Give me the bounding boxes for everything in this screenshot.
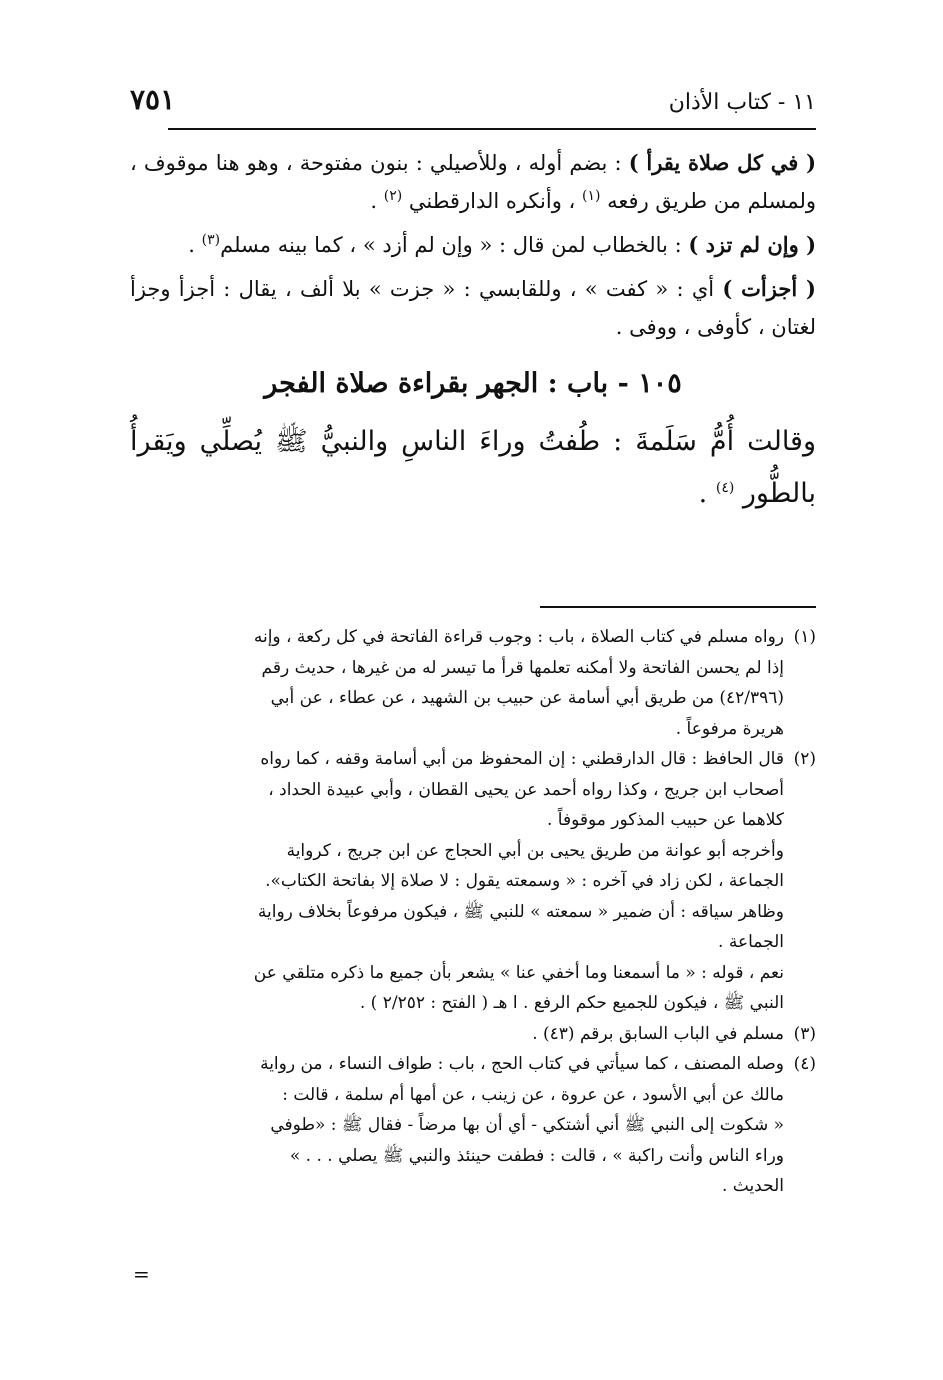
footnote-number: (١) <box>793 627 816 647</box>
chapter-heading: ١٠٥ - باب : الجهر بقراءة صلاة الفجر <box>264 368 682 399</box>
continuation-mark: = <box>133 1262 150 1286</box>
lemma: ( في كل صلاة يقرأ ) <box>628 150 816 175</box>
running-title: ١١ - كتاب الأذان <box>668 90 816 115</box>
footnote-line: هريرة مرفوعاً . <box>675 718 784 739</box>
main-text <box>130 144 816 520</box>
footnotes <box>130 622 816 1202</box>
hadith-text <box>130 416 816 520</box>
page-number: ٧٥١ <box>130 83 176 116</box>
footnote-line: قال الحافظ : قال الدارقطني : إن المحفوظ من أبي أسامة وقفه ، كما رواه <box>260 749 784 769</box>
lemma: ( أجزأت ) <box>722 276 816 301</box>
commentary-text: . <box>370 189 384 213</box>
footnote-line: وراء الناس وأنت راكبة » ، قالت : فطفت حينئذ والنبي ﷺ يصلي . . . » <box>289 1145 784 1166</box>
footnote-line: الجماعة ، لكن زاد في آخره : « وسمعته يقول : لا صلاة إلا بفاتحة الكتاب». <box>265 871 784 891</box>
footnote-ref: (٤) <box>715 480 735 496</box>
lemma: ( وإن لم تزد ) <box>688 232 816 257</box>
footnote-line: مالك عن أبي الأسود ، عن عروة ، عن زينب ، عن أمها أم سلمة ، قالت : <box>282 1084 784 1105</box>
footnote-4 <box>130 1049 816 1202</box>
hadith-body: وقالت أُمُّ سَلَمةَ : طُفتُ وراءَ الناسِ والنبيُّ ﷺ يُصلِّي ويَقرأُ بالطُّور <box>130 426 816 509</box>
commentary-paragraph <box>130 144 816 220</box>
commentary-text: : بالخطاب لمن قال : « وإن لم أزد » ، كما بينه مسلم <box>220 233 689 257</box>
footnote-3 <box>130 1019 816 1050</box>
footnote-line: وصله المصنف ، كما سيأتي في كتاب الحج ، باب : طواف النساء ، من رواية <box>260 1054 784 1074</box>
footnote-line: « شكوت إلى النبي ﷺ أني أشتكي - أي أن بها مرضاً - فقال ﷺ : «طوفي <box>270 1115 784 1135</box>
footnote-ref: (١) <box>582 188 601 204</box>
footnote-line: النبي ﷺ ، فيكون للجميع حكم الرفع . ا هـ ( الفتح : ٢/٢٥٢ ) . <box>359 993 784 1013</box>
commentary-paragraph <box>130 226 816 264</box>
commentary-text: أي : « كفت » ، وللقابسي : « جزت » بلا ألف ، يقال : أجزأ وجزأ لغتان ، كأوفى ، ووفى . <box>130 277 816 339</box>
commentary-text: . <box>188 233 202 257</box>
page-header <box>130 83 816 128</box>
footnote-line: الحديث . <box>721 1176 784 1196</box>
footnote-number: (٢) <box>793 749 816 769</box>
footnote-number: (٣) <box>793 1023 816 1044</box>
footnote-number: (٤) <box>793 1054 816 1074</box>
footnote-line: الجماعة . <box>718 932 784 952</box>
header-rule <box>168 128 816 130</box>
footnote-line: كلاهما عن حبيب المذكور موقوفاً . <box>546 810 784 830</box>
footnote-line: (٤٢/٣٩٦) من طريق أبي أسامة عن حبيب بن الشهيد ، عن عطاء ، عن أبي <box>270 688 784 708</box>
footnote-1 <box>130 622 816 744</box>
commentary-text: : بضم أوله ، وللأصيلي : بنون مفتوحة ، وهو هنا موقوف ، ولمسلم من طريق رفعه <box>130 151 816 213</box>
footnote-line: إذا لم يحسن الفاتحة ولا أمكنه تعلمها قرأ ما تيسر له من غيرها ، حديث رقم <box>261 657 784 678</box>
commentary-text: ، وأنكره الدارقطني <box>402 189 583 213</box>
footnote-line: نعم ، قوله : « ما أسمعنا وما أخفي عنا » يشعر بأن جميع ما ذكره متلقي عن <box>253 962 784 983</box>
footnote-ref: (٢) <box>383 188 403 204</box>
footnote-2 <box>130 744 816 836</box>
commentary-paragraph <box>130 270 816 346</box>
footnote-ref: (٣) <box>201 232 221 248</box>
footnote-line: أصحاب ابن جريج ، وكذا رواه أحمد عن يحيى القطان ، وأبي عبيدة الحداد ، <box>268 779 784 800</box>
footnote-line: مسلم في الباب السابق برقم (٤٣) . <box>532 1023 784 1044</box>
footnote-2-continuation <box>130 836 784 1019</box>
hadith-end: . <box>698 478 716 509</box>
footnote-separator <box>540 606 816 608</box>
footnote-line: وأخرجه أبو عوانة من طريق يحيى بن أبي الحجاج عن ابن جريج ، كرواية <box>286 840 784 861</box>
footnote-line: وظاهر سياقه : أن ضمير « سمعته » للنبي ﷺ ، فيكون مرفوعاً بخلاف رواية <box>257 901 784 922</box>
footnote-line: رواه مسلم في كتاب الصلاة ، باب : وجوب قراءة الفاتحة في كل ركعة ، وإنه <box>253 627 784 647</box>
